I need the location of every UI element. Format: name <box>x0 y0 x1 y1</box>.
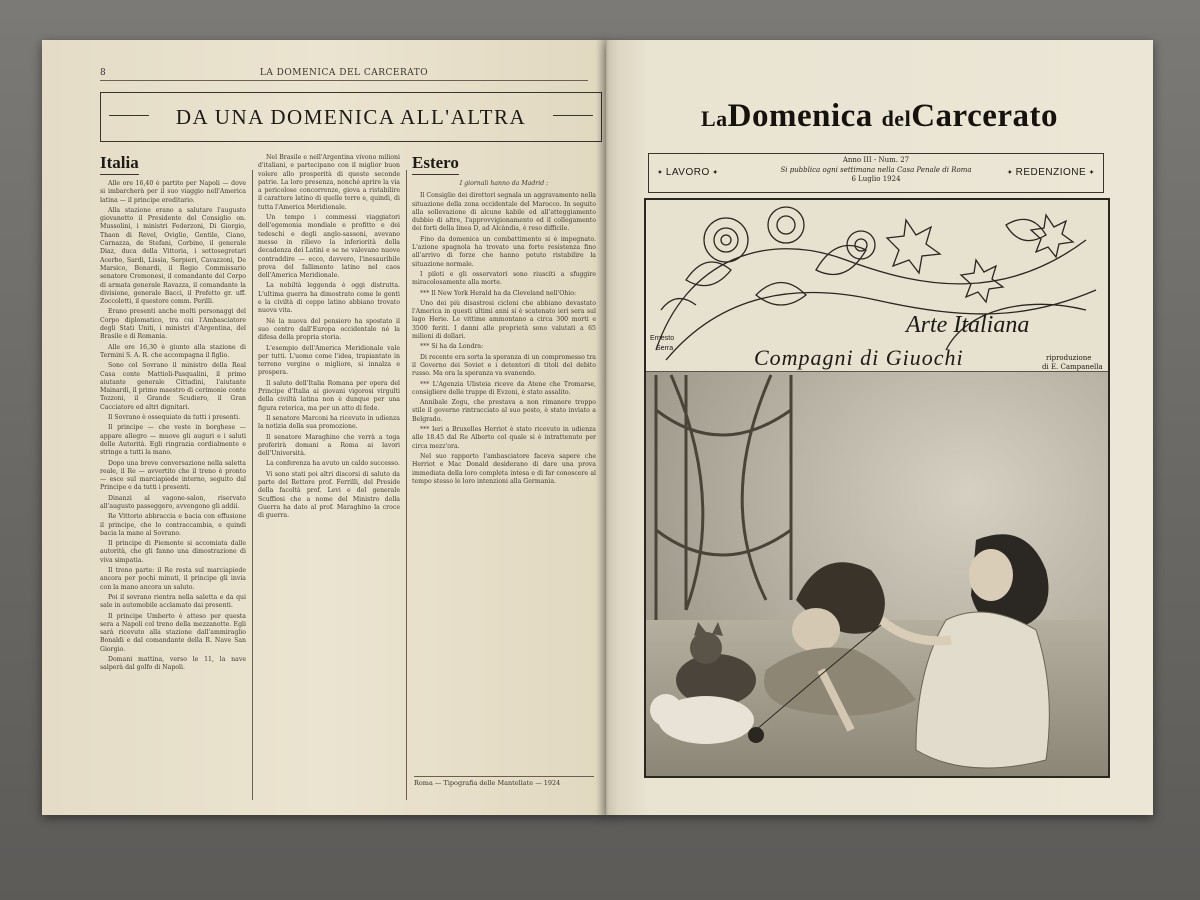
illustration-svg <box>646 200 1108 776</box>
column-rule <box>252 170 253 800</box>
credit-line-2: di E. Campanella <box>1042 363 1103 371</box>
article-paragraph: Nel Brasile e nell'Argentina vivono milioni d'italiani, e partecipano con il miglior buon volere allo prosperità di queste seconde patrie. La loro presenza, nonché aprire la via a pericolose concorrenze, giova a ristabilire il carattere latino di quelle terre e, quindi, di tutta l'America Meridionale. <box>258 154 400 211</box>
article-paragraph: Il senatore Maraghino che verrà a toga proferirà domani a Roma ai lavori dell'Università. <box>258 433 400 458</box>
banner-left: ✦ LAVORO ✦ <box>657 167 719 178</box>
column-rule <box>406 170 407 800</box>
issue-number: Anno III - Num. 27 <box>842 156 910 164</box>
article-paragraph: Fino da domenica un combattimento si è impegnato. L'azione spagnola ha trovato una forte resistenza fino all'arrivo di forze che hanno potuto ristabilire la situazione normale. <box>412 235 596 268</box>
illustration-title: Compagni di Giuochi <box>754 345 964 370</box>
page-number: 8 <box>100 68 107 78</box>
article-paragraph: Erano presenti anche molti personaggi del Corpo diplomatico, tra cui l'Ambasciatore degli Stati Uniti, i ministri d'Argentina, del Brasile e di Romania. <box>100 308 246 341</box>
article-paragraph: Re Vittorio abbraccia e bacia con effusione il principe, che lo contraccambia, e quindi bacia la mano al Sovrano. <box>100 513 246 537</box>
banner-right: ✦ REDENZIONE ✦ <box>1006 167 1095 178</box>
article-paragraph: Il senatore Marconi ha ricevuto in udienza la notizia della sua promozione. <box>258 414 400 431</box>
article-paragraph: La conferenza ha avuto un caldo successo. <box>266 460 400 468</box>
section-title-box <box>100 92 602 142</box>
artist-name-last: Serra <box>656 345 674 352</box>
article-paragraph: *** L'Agenzia Ulisteia riceve da Atene che Tromarse, consigliere delle truppe di Evzoni, è stato assalito. <box>412 380 596 396</box>
column-heading-italia: Italia <box>100 153 139 175</box>
article-paragraph: Il principe Umberto è atteso per questa sera a Napoli col treno della mezzanotte. Egli sarà ricevuto alla stazione dall'ammiraglio Bonaldi e dal comandante della R. Nave San Giorgio. <box>100 612 246 653</box>
imprint: Roma — Tipografia delle Mantellate — 1924 <box>414 776 594 787</box>
left-page <box>42 40 608 815</box>
article-paragraph: Alle ore 16,30 è giunto alla stazione di Termini S. A. R. che accompagna il figlio. <box>100 343 246 359</box>
article-paragraph: Il Sovrano è ossequiato da tutti i presenti. <box>108 414 241 422</box>
column-heading-estero: Estero <box>412 153 459 175</box>
article-paragraph: Né la nuova del pensiero ha spostato il suo centro dall'Europa occidentale né la difesa della propria storia. <box>258 317 400 342</box>
article-paragraph: Annibale Zogu, che prestava a non rimanere troppo stile il governo rintracciato al suo posto, è stato inviato a Belgrado. <box>412 399 596 423</box>
masthead <box>606 98 1153 135</box>
article-column-estero <box>412 180 596 788</box>
right-page <box>606 40 1153 815</box>
running-title: LA DOMENICA DEL CARCERATO <box>259 68 429 78</box>
article-kicker: I giornali hanno da Madrid : <box>459 180 549 187</box>
article-paragraph: *** Ieri a Bruxelles Herriot è stato ricevuto in udienza alle 18.45 dal Re Alberto col quale si è intrattenuto per circa mezz'ora. <box>412 426 596 450</box>
artist-name-first: Ernesto <box>650 335 675 342</box>
article-paragraph: Di recente era sorta la speranza di un compromesso tra il Governo dei Soviet e i detentori di titoli del debito russo. Ma ora la speranza va svanendo. <box>412 353 596 378</box>
article-paragraph: *** Il New York Herald ha da Cleveland nell'Ohio: <box>420 289 577 297</box>
article-paragraph: Il treno parte: il Re resta sul marciapiede ancora per pochi minuti, il principe gli invia con la mano ancora un saluto. <box>100 567 246 591</box>
article-paragraph: Uno dei più disastrosi cicloni che abbiano devastato l'America in questi ultimi anni si è scatenato ieri sera sul lago Herie. Le vittime ammontano a circa 300 morti e 3500 feriti. I danni alle proprietà sono valutati a 65 milioni di dollari. <box>412 299 596 341</box>
publication-note: Si pubblica ogni settimana nella Casa Penale di Roma <box>780 165 972 174</box>
article-paragraph: Alle ore 16,40 è partito per Napoli — dove si imbarcherà per il suo viaggio nell'America latina — il principe ereditario. <box>100 180 246 204</box>
article-paragraph: La nobiltà leggenda è oggi distrutta. L'ultima guerra ha dimostrato come le genti e la civiltà di ceppo latino abbiano trovato nuova vita. <box>258 282 400 315</box>
article-paragraph: Un tempo i commessi viaggiatori dell'egemonia mondiale e profitto e dei tedeschi e degli anglo-sassoni, avevano messo in rilievo la inferiorità della decadenza dei Latini e se ne valevano nuove contraddire — ecco, davvero, l'inesauribile prova del fallimento latino nel caos dell'America Meridionale. <box>258 214 400 280</box>
article-column-middle <box>258 154 400 794</box>
banner-left-label: LAVORO <box>665 167 710 178</box>
masthead-la: La <box>700 106 728 131</box>
article-paragraph: Dinanzi al vagone-salon, riservato all'augusto passeggero, avvengono gli addii. <box>100 494 246 510</box>
issue-date: 6 Luglio 1924 <box>851 175 901 183</box>
banner-right-label: REDENZIONE <box>1015 167 1087 178</box>
article-column-italia <box>100 180 246 788</box>
masthead-banner <box>648 153 1104 193</box>
series-title: Arte Italiana <box>906 312 1030 338</box>
article-paragraph: I piloti e gli osservatori sono riusciti a sfuggire miracolosamente alla morte. <box>412 270 596 287</box>
article-paragraph: Nel suo rapporto l'ambasciatore faceva sapere che Herriot e Mac Donald desiderano di dare una prova immediata della loro completa intesa e di far conoscere al tempo stesso le loro intenzioni alla Germania. <box>412 452 596 485</box>
article-paragraph: Il Consiglio dei direttori segnala un aggravamento nella situazione della zona occidentale del Marocco. In seguito alla sollevazione di alcune kabile ed all'atteggiamento dubbio di altre, l'approvvigionamento ed il collegamento dei forti della linea D, ad Alcàndia, è reso difficile. <box>412 192 596 233</box>
article-paragraph: Dopo una breve conversazione nella saletta reale, il Re — avvertito che il treno è pronto — esce sul marciapiede interno, seguito dal Principe e da tutti i presenti. <box>100 459 246 492</box>
section-title: DA UNA DOMENICA ALL'ALTRA <box>175 104 527 129</box>
masthead-del: del <box>881 106 912 131</box>
masthead-domenica: Domenica <box>727 98 873 134</box>
running-header <box>100 68 588 81</box>
article-paragraph: Sono col Sovrano il ministro della Real Casa conte Mattioli-Pasqualini, il primo aiutante generale Cittadini, l'aiutante Mainardi, il primo maestro di cerimonie conte Tozzoni, il Grande Scudiero, il Gran Cacciatore ed altri dignitari. <box>100 362 246 411</box>
banner-middle <box>744 156 1008 185</box>
masthead-carcerato: Carcerato <box>911 98 1058 134</box>
article-paragraph: L'esempio dell'America Meridionale vale per tutti. L'uomo come l'idea, trapiantato in terreno vergine o migliore, si innalza e prospera. <box>258 344 400 377</box>
article-paragraph: Poi il sovrano rientra nella saletta e da qui sale in automobile acclamato dai presenti. <box>100 593 246 610</box>
article-paragraph: Il principe — che veste in borghese — appare allegro — muove gli auguri e i saluti delle Autorità. Egli ringrazia cordialmente e stringe a tutti la mano. <box>100 424 246 457</box>
article-paragraph: Il saluto dell'Italia Romana per opera del Principe d'Italia ai giovani vigorosi virgulti della civiltà latina non è dunque per una figura retorica, ma per un atto di fede. <box>258 379 400 412</box>
cover-illustration <box>644 198 1110 778</box>
article-paragraph: Domani mattina, verso le 11, la nave salperà dal golfo di Napoli. <box>100 656 246 672</box>
article-paragraph: Vi sono stati poi altri discorsi di saluto da parte del Rettore prof. Ferrilli, del Preside della facoltà prof. Levi e del generale Scuffiosi che a nome del Ministro della Guerra ha dato al prof. Maraghino la croce di guerra. <box>258 470 400 520</box>
article-paragraph: Il principe di Piemonte si accomiata dalle autorità, che gli fanno una dimostrazione di viva simpatia. <box>100 540 246 564</box>
credit-line-1: riproduzione <box>1046 354 1092 362</box>
article-paragraph: *** Si ha da Londra: <box>420 343 484 351</box>
article-paragraph: Alla stazione erano a salutare l'augusto giovanetto il Presidente del Consiglio on. Mussolini, i ministri Federzoni, Di Giorgio, Thaon di Revel, Oviglio, Gentile, Ciano, Carnazza, de Stefani, Corbino, il generale Diaz, duca della Vittoria, i sottosegretari Acerbo, Sardi, Lissia, Serpieri, Cavazzoni, De Marsico, Bonardi, il Regio Commissario senatore Cremonesi, il comandante del Corpo di armata generale Ravazza, il comandante la divisione, generale Bacci, il Prefetto gr. uff. Zoccoletti, il questore comm. Perilli. <box>100 206 246 306</box>
